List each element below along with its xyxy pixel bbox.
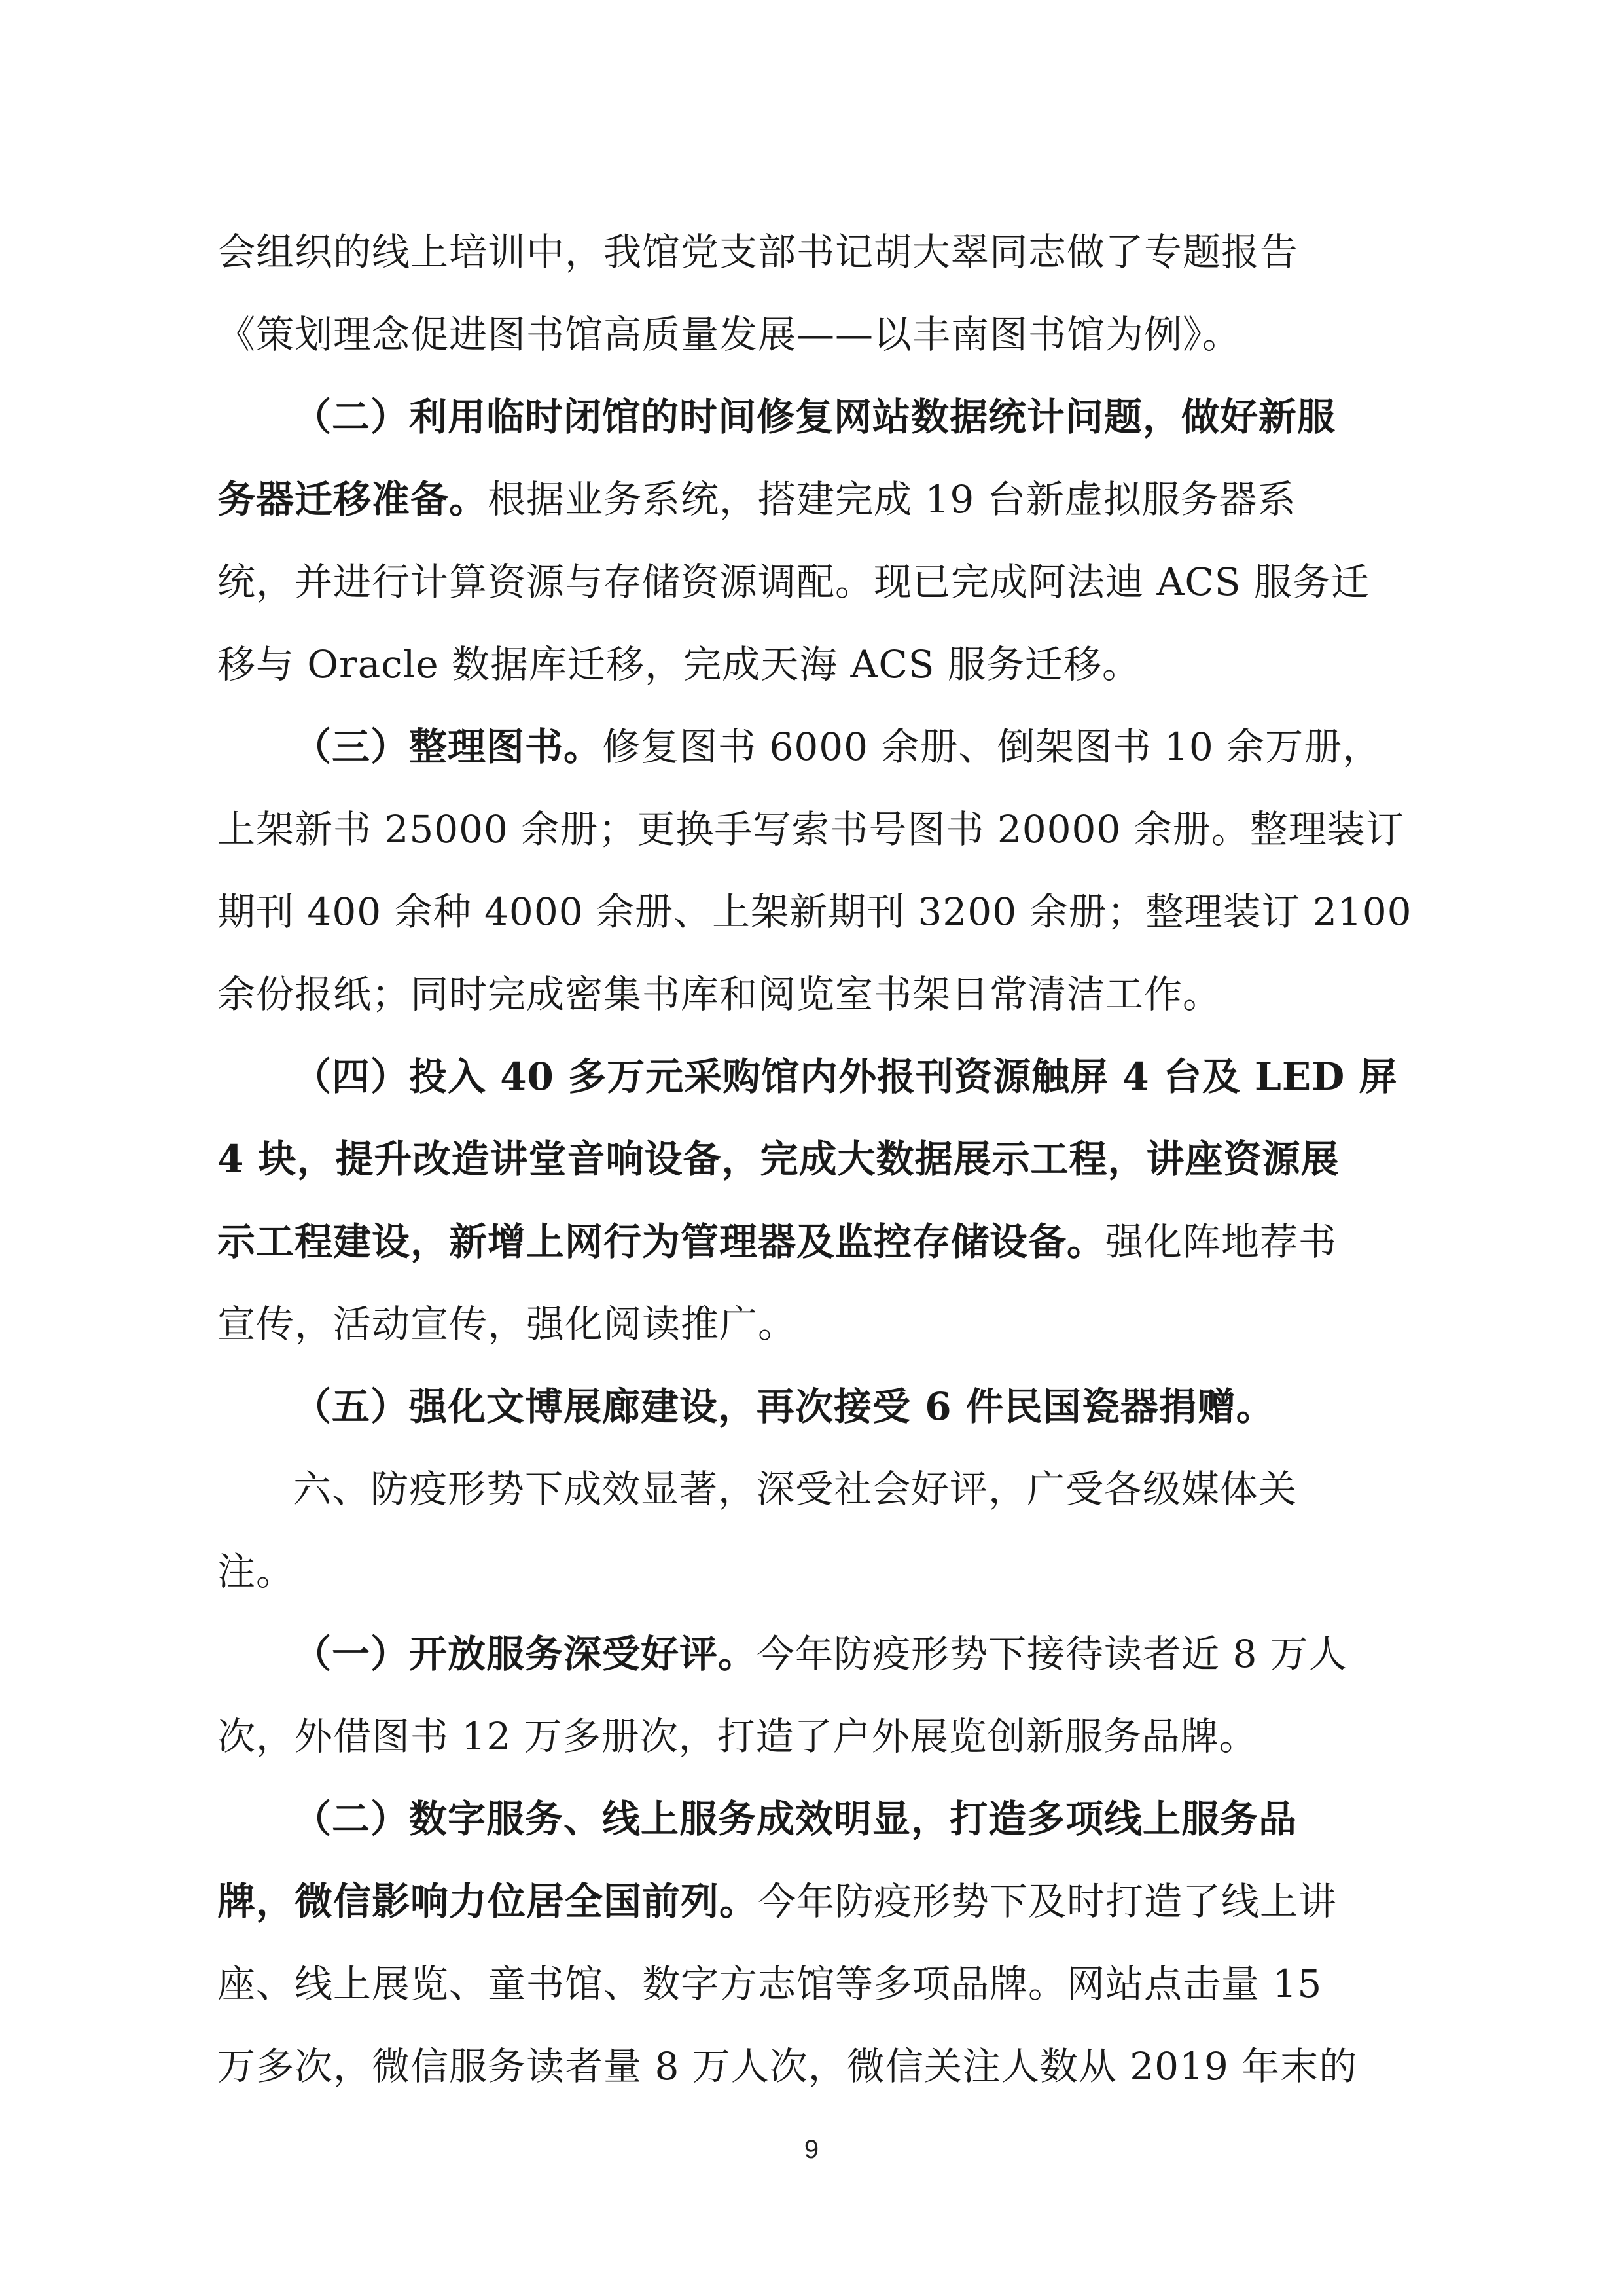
bold-run: （二）数字服务、线上服务成效明显，打造多项线上服务品	[293, 1797, 1298, 1841]
text-run: 修复图书 6000 余册、倒架图书 10 余万册，	[602, 725, 1382, 769]
text-line	[217, 1778, 1415, 1860]
bold-run: 4 块，提升改造讲堂音响设备，完成大数据展示工程，讲座资源展	[217, 1137, 1340, 1181]
text-line	[217, 623, 1415, 706]
text-line	[217, 1365, 1415, 1448]
text-line	[217, 1283, 1415, 1365]
text-line	[217, 1695, 1415, 1778]
document-body	[217, 211, 1415, 2108]
text-run: 上架新书 25000 余册；更换手写索书号图书 20000 余册。整理装订	[217, 807, 1404, 852]
bold-run: （二）利用临时闭馆的时间修复网站数据统计问题，做好新服	[293, 395, 1336, 439]
page-number: 9	[804, 2135, 819, 2164]
text-run: 余份报纸；同时完成密集书库和阅览室书架日常清洁工作。	[217, 972, 1222, 1016]
bold-run: （三）整理图书。	[293, 725, 603, 769]
bold-run: （五）强化文博展廊建设，再次接受 6 件民国瓷器捐赠。	[293, 1384, 1275, 1429]
text-run: 统，并进行计算资源与存储资源调配。现已完成阿法迪 ACS 服务迁	[217, 560, 1370, 604]
bold-run: （四）投入 40 多万元采购馆内外报刊资源触屏 4 台及 LED 屏	[293, 1054, 1398, 1099]
text-line	[217, 706, 1415, 788]
text-run: 今年防疫形势下接待读者近 8 万人	[757, 1632, 1347, 1676]
text-line	[217, 541, 1415, 623]
text-run: 强化阵地荐书	[1105, 1219, 1338, 1264]
text-run: 座、线上展览、童书馆、数字方志馆等多项品牌。网站点击量 15	[217, 1962, 1323, 2006]
text-line	[217, 1943, 1415, 2025]
bold-run: 务器迁移准备。	[217, 477, 488, 522]
text-run: 今年防疫形势下及时打造了线上讲	[758, 1879, 1338, 1924]
text-line	[217, 953, 1415, 1035]
section-heading	[217, 1448, 1415, 1530]
text-line	[217, 1860, 1415, 1943]
text-run: 会组织的线上培训中，我馆党支部书记胡大翠同志做了专题报告	[217, 230, 1299, 274]
text-line	[217, 1118, 1415, 1200]
text-run: 《策划理念促进图书馆高质量发展——以丰南图书馆为例》。	[217, 312, 1241, 357]
text-line	[217, 2025, 1415, 2108]
text-line	[217, 788, 1415, 870]
text-line	[217, 376, 1415, 458]
bold-run: 示工程建设，新增上网行为管理器及监控存储设备。	[217, 1219, 1106, 1264]
text-run: 注。	[217, 1549, 295, 1594]
text-run: 宣传，活动宣传，强化阅读推广。	[217, 1302, 797, 1346]
text-run: 万多次，微信服务读者量 8 万人次，微信关注人数从 2019 年末的	[217, 2044, 1358, 2089]
text-line	[217, 1530, 1415, 1613]
text-run: 次，外借图书 12 万多册次，打造了户外展览创新服务品牌。	[217, 1714, 1258, 1759]
bold-run: （一）开放服务深受好评。	[293, 1632, 757, 1676]
bold-run: 牌，微信影响力位居全国前列。	[217, 1879, 758, 1924]
text-line	[217, 211, 1415, 293]
text-line	[217, 1613, 1415, 1695]
text-line	[217, 458, 1415, 541]
text-line	[217, 870, 1415, 953]
text-run: 根据业务系统，搭建完成 19 台新虚拟服务器系	[488, 477, 1296, 522]
text-run: 六、防疫形势下成效显著，深受社会好评，广受各级媒体关	[293, 1467, 1298, 1511]
text-line	[217, 1035, 1415, 1118]
text-run: 移与 Oracle 数据库迁移，完成天海 ACS 服务迁移。	[217, 642, 1141, 687]
text-line	[217, 293, 1415, 376]
text-line	[217, 1200, 1415, 1283]
text-run: 期刊 400 余种 4000 余册、上架新期刊 3200 余册；整理装订 2100	[217, 889, 1412, 934]
